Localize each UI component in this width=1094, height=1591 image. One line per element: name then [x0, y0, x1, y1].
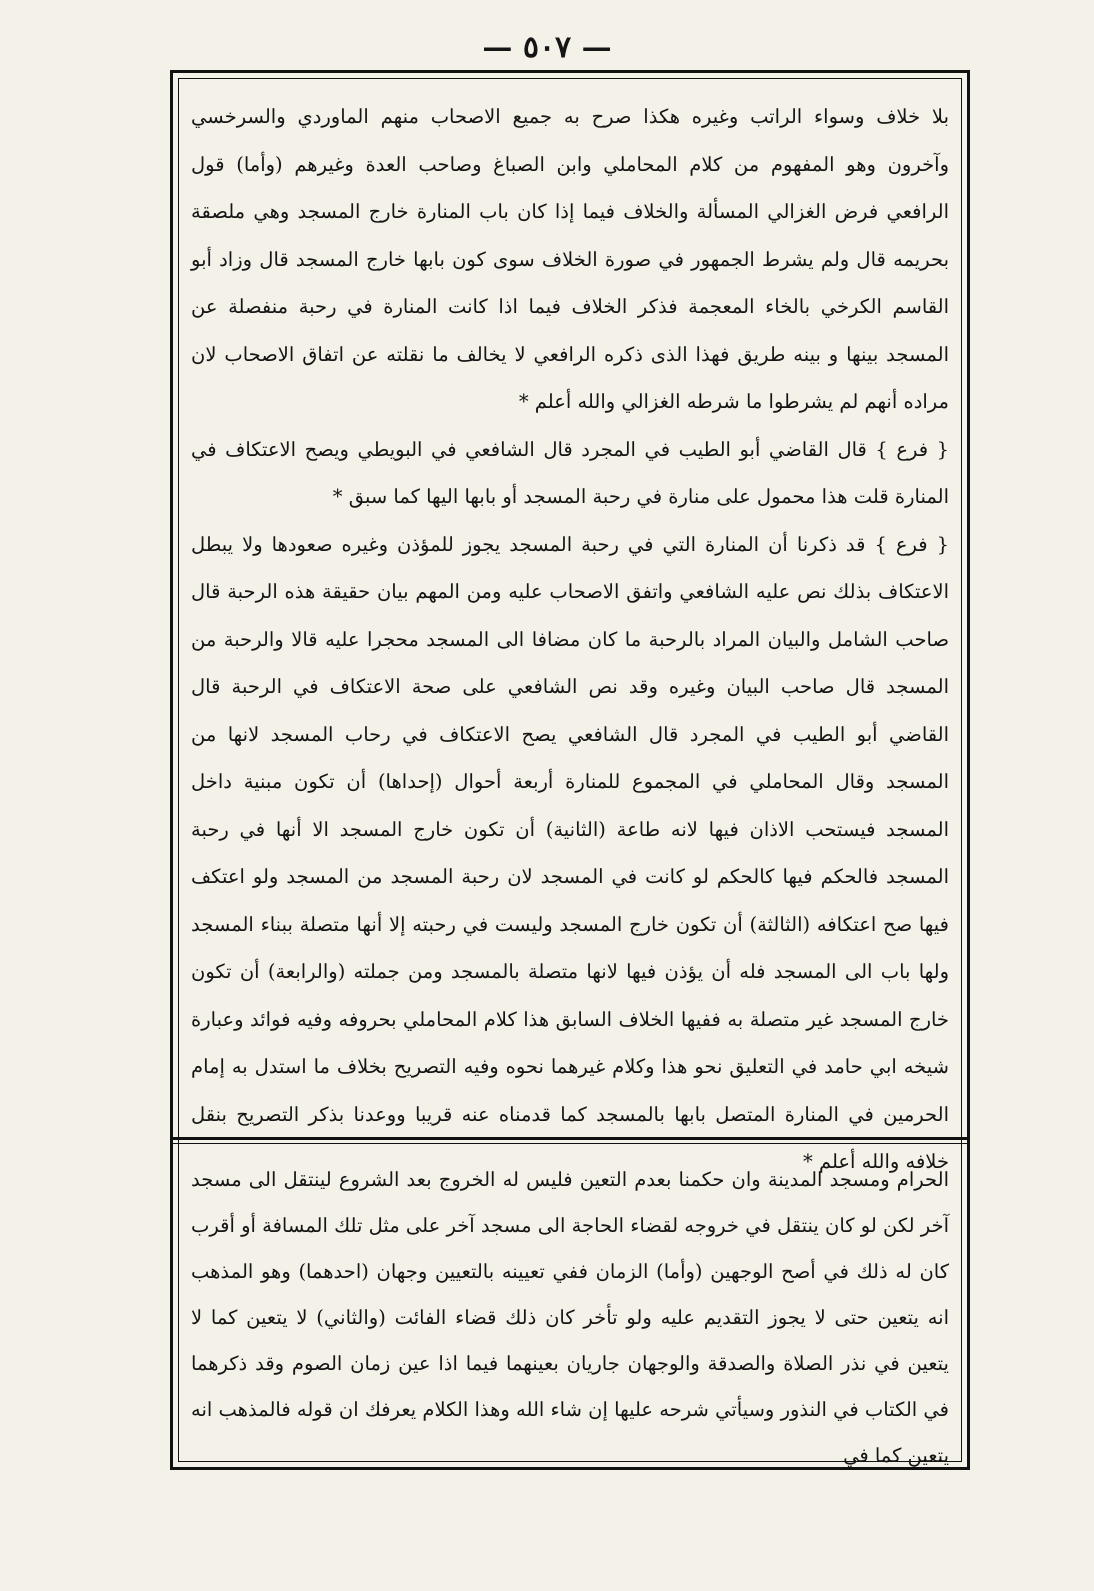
- footnote-body: [191, 1157, 949, 1479]
- main-paragraph: بلا خلاف وسواء الراتب وغيره هكذا صرح به جميع الاصحاب منهم الماوردي والسرخسي وآخرون وهو المفهوم من كلام المحاملي وابن الصباغ وصاحب العدة وغيرهم (وأما) قول الرافعي فرض الغزالي المسألة والخلاف فيما إذا كان باب المنارة خارج المسجد وهي ملصقة بحريمه قال ولم يشرط الجمهور في صورة الخلاف سوى كون بابها خارج المسجد قال وزاد أبو القاسم الكرخي بالخاء المعجمة فذكر الخلاف فيما اذا كانت المنارة في رحبة منفصلة عن المسجد بينها و بينه طريق فهذا الذى ذكره الرافعي لا يخالف ما نقلته عن اتفاق الاصحاب لان مراده أنهم لم يشرطوا ما شرطه الغزالي والله أعلم *: [191, 105, 949, 413]
- main-paragraph: { فرع } قال القاضي أبو الطيب في المجرد قال الشافعي في البويطي ويصح الاعتكاف في المنارة قلت هذا محمول على منارة في رحبة المسجد أو بابها اليها كما سبق *: [191, 437, 949, 508]
- main-paragraph: { فرع } قد ذكرنا أن المنارة التي في رحبة المسجد يجوز للمؤذن وغيره صعودها ولا يبطل الاعتكاف بذلك نص عليه الشافعي واتفق الاصحاب عليه ومن المهم بيان حقيقة هذه الرحبة قال صاحب الشامل والبيان المراد بالرحبة ما كان مضافا الى المسجد محجرا عليه قالا والرحبة من المسجد قال صاحب البيان وغيره وقد نص الشافعي على صحة الاعتكاف في الرحبة قال القاضي أبو الطيب في المجرد قال الشافعي يصح الاعتكاف في رحاب المسجد لانها من المسجد وقال المحاملي في المجموع للمنارة أربعة أحوال (إحداها) أن تكون مبنية داخل المسجد فيستحب الاذان فيها لانه طاعة (الثانية) أن تكون خارج المسجد الا أنها في رحبة المسجد فالحكم فيها كالحكم لو كانت في المسجد لان رحبة المسجد من المسجد ولو اعتكف فيها صح اعتكافه (الثالثة) أن تكون خارج المسجد وليست في رحبته إلا أنها متصلة ببناء المسجد ولها باب الى المسجد فله أن يؤذن فيها لانها متصلة بالمسجد ومن جملته (والرابعة) أن تكون خارج المسجد غير متصلة به ففيها الخلاف السابق هذا كلام المحاملي بحروفه وفيه فوائد وعبارة شيخه ابي حامد في التعليق نحو هذا وكلام غيرهما نحوه وفيه التصريح بخلاف ما استدل به إمام الحرمين في المنارة المتصل بابها بالمسجد كما قدمناه عنه قريبا ووعدنا بذكر التصريح بنقل خلافه والله أعلم *: [191, 532, 949, 1173]
- footnote-paragraph: الحرام ومسجد المدينة وان حكمنا بعدم التعين فليس له الخروج بعد الشروع لينتقل الى مسجد آخر لكن لو كان ينتقل في خروجه لقضاء الحاجة الى مسجد آخر على مثل تلك المسافة أو أقرب كان له ذلك في أصح الوجهين (وأما) الزمان ففي تعيينه بالتعيين وجهان (احدهما) وهو المذهب انه يتعين حتى لا يجوز التقديم عليه ولو تأخر كان ذلك قضاء الفائت (والثاني) لا يتعين كما لا يتعين في نذر الصلاة والصدقة والوجهان جاريان بعينهما فيما اذا عين زمان الصوم وقد ذكرهما في الكتاب في النذور وسيأتي شرحه عليها إن شاء الله وهذا الكلام يعرفك ان قوله فالمذهب انه يتعين كما في: [191, 1168, 949, 1467]
- main-text-body: [191, 93, 949, 1186]
- footnote-separator: [173, 1137, 967, 1140]
- page-frame: [170, 70, 970, 1470]
- page-number: — ٥٠٧ —: [482, 30, 612, 65]
